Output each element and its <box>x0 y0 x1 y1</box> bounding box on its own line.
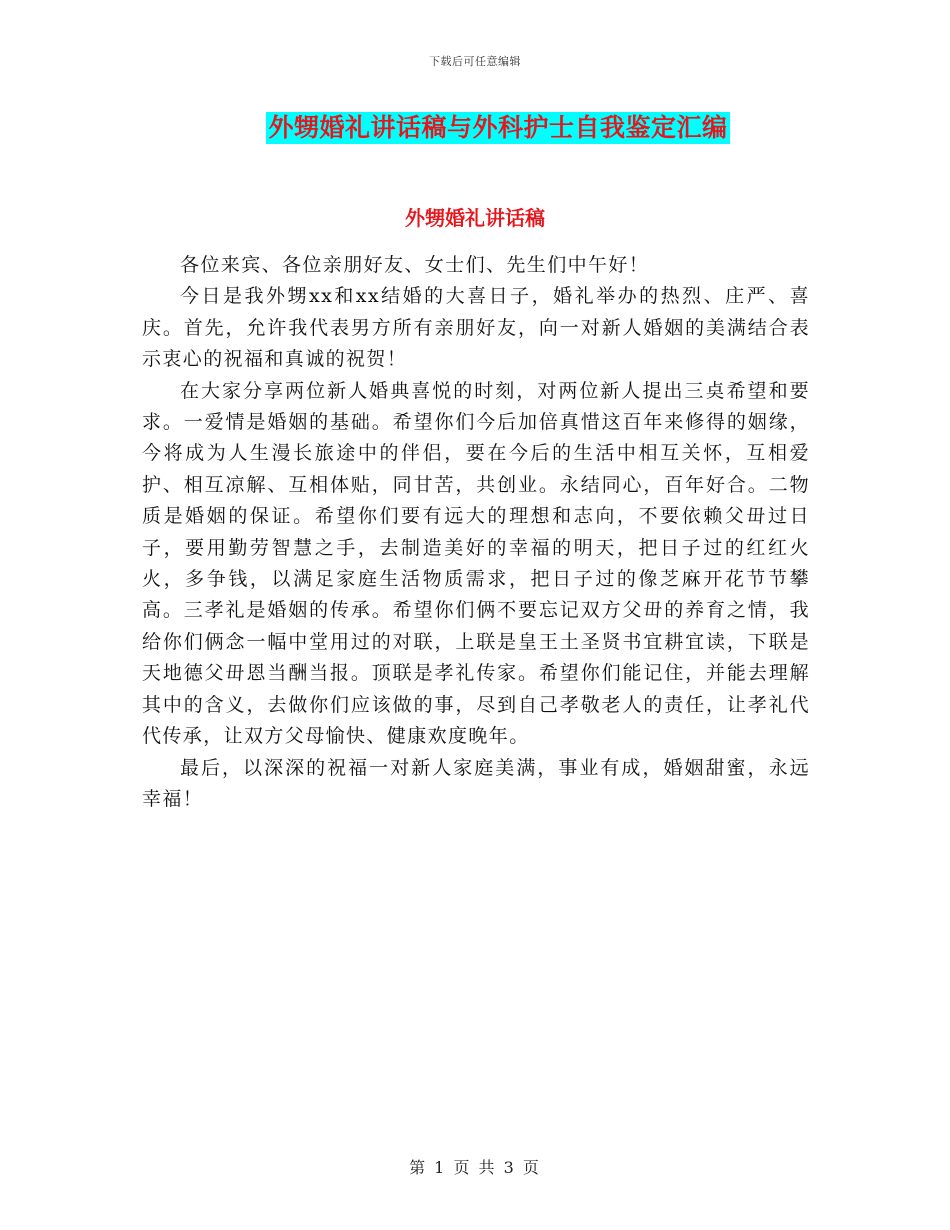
paragraph-closing: 最后，以深深的祝福一对新人家庭美满，事业有成，婚姻甜蜜，永远幸福！ <box>142 756 810 810</box>
document-body <box>142 250 810 815</box>
main-title-container <box>0 112 950 144</box>
paragraph-hopes: 在大家分享两位新人婚典喜悦的时刻，对两位新人提出三奌希望和要求。一爱情是婚姻的基础。希望你们今后加倍真惜这百年来修得的姻缘，今将成为人生漫长旅途中的伴侣，要在今后的生活中相互关怀，互相爱护、相互凉解、互相体贴，同甘苦，共创业。永结同心，百年好合。二物质是婚姻的保证。希望你们要有远大的理想和志向，不要依赖父毌过日子，要用勤劳智慧之手，去制造美好的幸福的明天，把日子过的红红火火，多争钱，以满足家庭生活物质需求，把日子过的像芝麻开花节节攀高。三孝礼是婚姻的传承。希望你们俩不要忘记双方父毌的养育之情，我给你们俩念一幅中堂用过的对联，上联是皇王土圣贤书宜耕宜读，下联是天地德父毌恩当酬当报。顶联是孝礼传家。希望你们能记住，并能去理解其中的含义，去做你们应该做的事，尽到自己孝敬老人的责任，让孝礼代代传承，让双方父母愉快、健康欢度晚年。 <box>142 379 810 748</box>
page-footer: 第 1 页 共 3 页 <box>409 1158 541 1177</box>
paragraph-greeting: 各位来宾、各位亲朋好友、女士们、先生们中午好！ <box>180 254 650 276</box>
header-note: 下载后可任意编辑 <box>429 55 521 68</box>
section-title: 外甥婚礼讲话稿 <box>405 206 545 230</box>
paragraph-congratulations: 今日是我外甥xx和xx结婚的大喜日子，婚礼举办的热烈、庄严、喜庆。首先，允许我代表男方所有亲朋好友，向一对新人婚姻的美满结合表示衷心的祝福和真诚的祝贺！ <box>142 285 810 371</box>
main-title: 外甥婚礼讲话稿与外科护士自我鉴定汇编 <box>268 113 728 142</box>
